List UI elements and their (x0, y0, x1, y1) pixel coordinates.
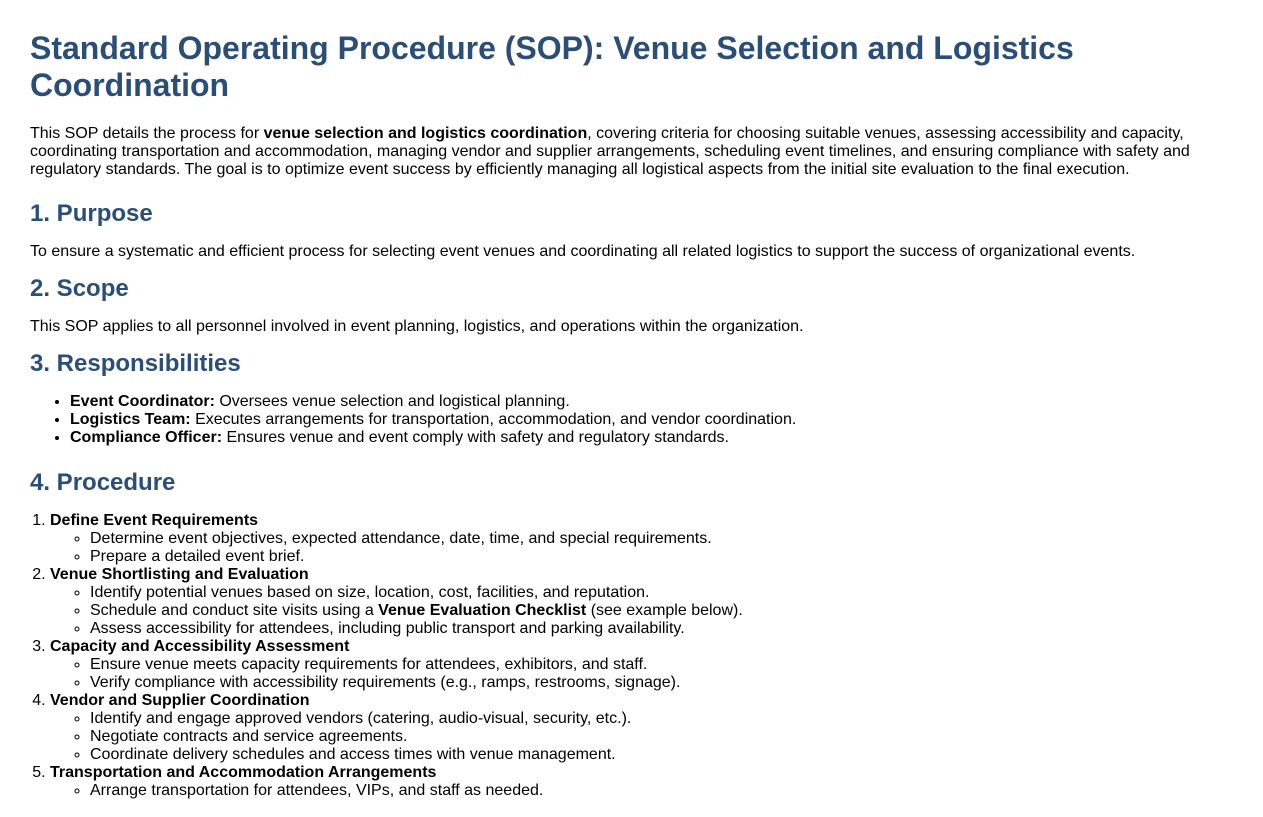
procedure-substeps (50, 530, 1230, 566)
responsibilities-heading: 3. Responsibilities (30, 350, 241, 377)
intro-bold: venue selection and logistics coordination (263, 125, 588, 142)
procedure-step-title: Capacity and Accessibility Assessment (50, 638, 350, 655)
procedure-step (50, 692, 1230, 764)
intro-text-start: This SOP details the process for (30, 125, 264, 142)
responsibility-item (70, 393, 1230, 411)
procedure-list (30, 512, 1230, 800)
page-title: Standard Operating Procedure (SOP): Venue Selection and Logistics Coordination (30, 30, 1074, 103)
procedure-substeps (50, 656, 1230, 692)
sop-document (30, 30, 1230, 800)
responsibility-item (70, 411, 1230, 429)
procedure-step-title: Transportation and Accommodation Arrangements (50, 764, 437, 781)
checklist-reference: Venue Evaluation Checklist (378, 602, 587, 619)
procedure-step-title: Venue Shortlisting and Evaluation (50, 566, 309, 583)
procedure-substep: ◦ Determine event objectives, expected attendance, date, time, and special requirements. (90, 530, 1230, 548)
responsibility-text: Oversees venue selection and logistical planning. (214, 393, 570, 410)
procedure-substep: ◦ Verify compliance with accessibility requirements (e.g., ramps, restrooms, signage). (90, 674, 1230, 692)
purpose-heading: 1. Purpose (30, 200, 153, 227)
substep-text-start: Schedule and conduct site visits using a (90, 602, 379, 619)
procedure-substeps (50, 584, 1230, 638)
procedure-substep: ◦ Negotiate contracts and service agreements. (90, 728, 1230, 746)
procedure-step-title: Vendor and Supplier Coordination (50, 692, 310, 709)
responsibility-role: Logistics Team: (70, 411, 191, 428)
substep-text-end: (see example below). (586, 602, 743, 619)
procedure-heading: 4. Procedure (30, 469, 176, 496)
procedure-step (50, 566, 1230, 638)
procedure-substep: ◦ Prepare a detailed event brief. (90, 548, 1230, 566)
procedure-substep (90, 602, 1230, 620)
procedure-step (50, 638, 1230, 692)
intro-paragraph (30, 125, 1230, 179)
scope-heading: 2. Scope (30, 275, 129, 302)
responsibility-role: Event Coordinator: (70, 393, 215, 410)
responsibility-text: Executes arrangements for transportation, accommodation, and vendor coordination. (190, 411, 797, 428)
responsibilities-list (30, 393, 1230, 447)
procedure-substep: ◦ Assess accessibility for attendees, including public transport and parking availability. (90, 620, 1230, 638)
procedure-substep: ◦ Arrange transportation for attendees, VIPs, and staff as needed. (90, 782, 1230, 800)
procedure-substeps (50, 710, 1230, 764)
purpose-text: To ensure a systematic and efficient process for selecting event venues and coordinating all related logistics to support the success of organizational events. (30, 243, 1136, 260)
responsibility-item (70, 429, 1230, 447)
procedure-substep: ◦ Identify and engage approved vendors (catering, audio-visual, security, etc.). (90, 710, 1230, 728)
procedure-step-title: Define Event Requirements (50, 512, 259, 529)
scope-text: This SOP applies to all personnel involved in event planning, logistics, and operations within the organization. (30, 318, 804, 335)
procedure-step (50, 512, 1230, 566)
procedure-substeps (50, 782, 1230, 800)
procedure-substep: ◦ Coordinate delivery schedules and access times with venue management. (90, 746, 1230, 764)
procedure-step (50, 764, 1230, 800)
intro-text-end: , covering criteria for choosing suitable venues, assessing accessibility and capacity, coordinating transportation and accommodation, managing vendor and supplier arrangements, scheduling event timelines, and ensuring compliance with safety and regulatory standards. The goal is to optimize event success by efficiently managing all logistical aspects from the initial site evaluation to the final execution. (30, 125, 1190, 178)
procedure-substep: ◦ Ensure venue meets capacity requirements for attendees, exhibitors, and staff. (90, 656, 1230, 674)
responsibility-role: Compliance Officer: (70, 429, 223, 446)
procedure-substep: ◦ Identify potential venues based on size, location, cost, facilities, and reputation. (90, 584, 1230, 602)
responsibility-text: Ensures venue and event comply with safety and regulatory standards. (222, 429, 729, 446)
